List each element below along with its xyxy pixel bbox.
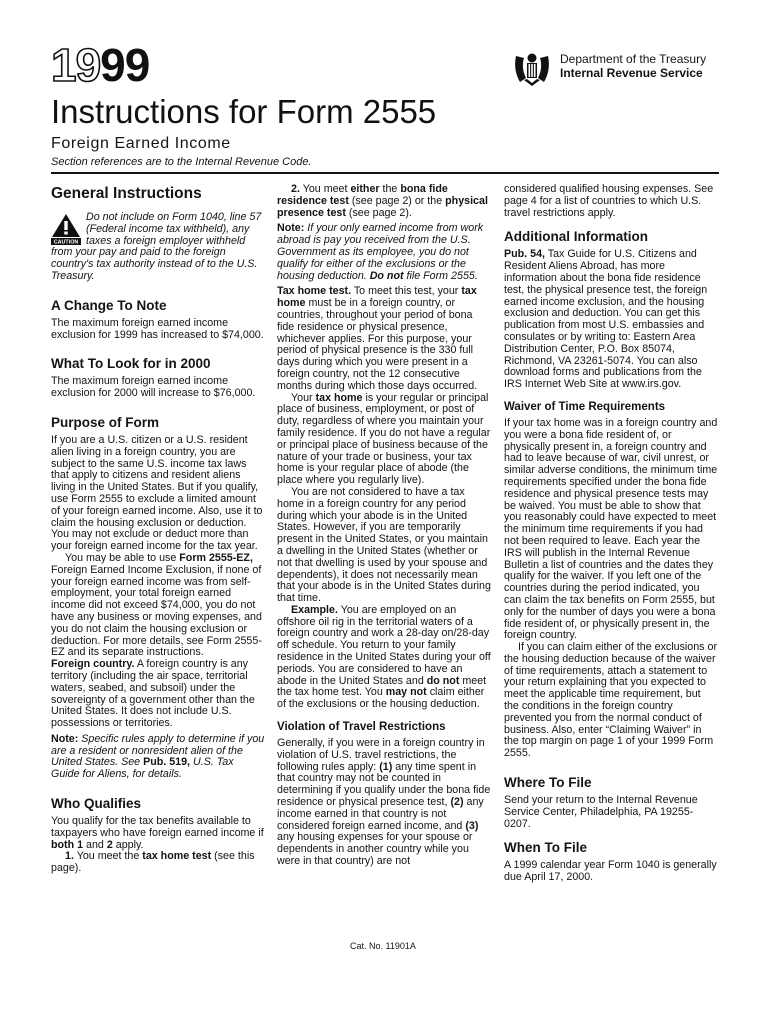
where-to-file-text: Send your return to the Internal Revenue Service Center, Philadelphia, PA 19255-0207. [504, 794, 698, 830]
qualification-item-2: 2. You meet either the bona fide residence test (see page 2) or the physical presence test (see page 2). [277, 183, 488, 219]
form-year [51, 39, 150, 91]
agency-name-line1: Department of the Treasury [560, 52, 707, 66]
column-left [51, 184, 265, 875]
change-to-note-heading: A Change To Note [51, 297, 167, 313]
caution-text: Do not include on Form 1040, line 57 (Federal income tax withheld), any taxes a foreign employer withheld from your pay and paid to the foreign country's tax authority instead of to the U.S. Treasury. [51, 211, 262, 282]
caution-triangle-icon [51, 213, 81, 245]
when-to-file-heading: When To File [504, 840, 587, 856]
waiver-paragraph-2: If you can claim either of the exclusions or the housing deduction because of the waiver of time requirements, attach a statement to your return explaining that you expected to meet the applicable time requirement, but the conditions in the foreign country prevented you from the normal conduct of business. Also, enter “Claiming Waiver” in the top margin on page 1 of your 1999 Form 2555. [504, 641, 718, 760]
look-for-2000-text: The maximum foreign earned income exclusion for 2000 will increase to $76,000. [51, 375, 256, 400]
tax-home-test-paragraph: Tax home test. To meet this test, your tax home must be in a foreign country, or countries, throughout your period of bona fide residence or physical presence, whichever applies. For this purpose, your period of physical presence is the 330 full days during which you were present in a foreign country, not the 12 consecutive months during which those days occurred. [277, 285, 478, 392]
year-outline-digits: 19 [51, 39, 101, 91]
additional-information-heading: Additional Information [504, 229, 648, 245]
oil-rig-example: Example. You are employed on an offshore oil rig in the territorial waters of a foreign country and work a 28-day on/28-day off schedule. You return to your family residence in the United States during your off periods. You are considered to have an abode in the United States and do not meet the tax home test. You may not claim either of the exclusions or the housing deduction. [277, 603, 491, 711]
where-to-file-heading: Where To File [504, 775, 592, 791]
general-instructions-heading: General Instructions [51, 185, 202, 202]
catalog-number: Cat. No. 11901A [350, 941, 416, 951]
note-label: Note: [277, 222, 305, 235]
abode-paragraph: You are not considered to have a tax home in a foreign country for any period during which your abode is in the United States. However, if you are temporarily present in the United States, or you maintain a dwelling in the United States (whether or not that dwelling is used by your spouse and dependents), it does not necessarily mean that your abode is in the United States during that time. [277, 485, 491, 605]
tax-home-test-term: Tax home test. [277, 285, 352, 298]
pub-54-ref: Pub. 54, [504, 248, 545, 261]
alien-note: Note: Specific rules apply to determine if you are a resident or nonresident alien of the United States. See Pub. 519, U.S. Tax Guide for Aliens, for details. [51, 732, 265, 781]
year-solid-digits: 99 [100, 39, 150, 91]
example-term: Example. [291, 603, 338, 616]
column-middle [277, 184, 492, 868]
pub-54-paragraph: Pub. 54, Tax Guide for U.S. Citizens and Resident Aliens Abroad, has more information about the bona fide residence test, the physical presence test, the foreign earned income exclusion, and the housing exclusion and deduction. You can get this publication from most U.S. embassies and consulates or by writing to: Eastern Area Distribution Center, P.O. Box 85074, Richmond, VA 23261-5074. You can also download forms and publications from the IRS Internet Web Site at www.irs.gov. [504, 248, 708, 391]
irs-eagle-logo-icon [510, 50, 554, 88]
page-subtitle: Foreign Earned Income [51, 135, 231, 152]
purpose-paragraph-1: If you are a U.S. citizen or a U.S. resident alien living in a foreign country, you are subject to the same U.S. income tax laws that apply to citizens and resident aliens living in the United States. But if you qualify, use Form 2555 to exclude a limited amount of your foreign earned income. Also, use it to claim the housing exclusion or deduction. You may not exclude or deduct more than your foreign earned income for the tax year. [51, 433, 263, 553]
section-reference-note: Section references are to the Internal Revenue Code. [51, 156, 312, 168]
travel-restrictions-text: Generally, if you were in a foreign country in violation of U.S. travel restrictions, the following rules apply: (1) any time spent in that country may not be counted in determining if you qualify under the bona fide residence or physical presence test, (2) any income earned in that country is not considered foreign earned income, and (3) any housing expenses for your spouse or dependents in another country while you were in that country) are not [277, 737, 491, 868]
who-qualifies-text: You qualify for the tax benefits available to taxpayers who have foreign earned income if both 1 and 2 apply. [51, 815, 264, 851]
waiver-paragraph-1: If your tax home was in a foreign country and you were a bona fide resident of, or physically present in, a foreign country and had to leave because of war, civil unrest, or similar adverse conditions, the minimum time requirements specified under the bona fide residence and physical presence tests may be waived. You must be able to show that you reasonably could have expected to meet the minimum time requirements if you had not been required to leave. Each year the IRS will publish in the Internal Revenue Bulletin a list of countries and the dates they qualify for the waiver. If you left one of the countries during the period indicated, you can claim the tax benefits on Form 2555, but only for the number of days you were a bona fide resident of, or physically present in, the foreign country. [504, 416, 718, 642]
travel-restrictions-continued: considered qualified housing expenses. See page 4 for a list of countries to which U.S. travel restrictions apply. [504, 183, 714, 219]
agency-name-line2: Internal Revenue Service [560, 66, 703, 80]
purpose-paragraph-2: You may be able to use Form 2555-EZ, Foreign Earned Income Exclusion, if none of your foreign earned income was from self-employment, your total foreign earned income did not exceed $74,000, you do not have any business or moving expenses, and you do not claim the housing exclusion or deduction. For more details, see Form 2555-EZ and its separate instructions. [51, 551, 262, 659]
when-to-file-text: A 1999 calendar year Form 1040 is generally due April 17, 2000. [504, 859, 717, 884]
waiver-heading: Waiver of Time Requirements [504, 400, 666, 413]
note-label: Note: [51, 732, 79, 745]
pub-519-ref: Pub. 519, [143, 756, 191, 769]
tax-home-definition: Your tax home is your regular or principal place of business, employment, or post of duty, regardless of where you maintain your family residence. If you do not have a regular or principal place of business because of the nature of your trade or business, your tax home is your regular place of abode (the place where you regularly live). [277, 391, 491, 487]
travel-restrictions-heading: Violation of Travel Restrictions [277, 721, 446, 734]
change-to-note-text: The maximum foreign earned income exclusion for 1999 has increased to $74,000. [51, 316, 264, 341]
who-qualifies-heading: Who Qualifies [51, 796, 142, 812]
page-title: Instructions for Form 2555 [51, 93, 437, 130]
svg-text:CAUTION: CAUTION [53, 239, 79, 245]
foreign-country-term: Foreign country. [51, 658, 135, 671]
qualification-item-1: 1. You meet the tax home test (see this page). [51, 850, 255, 875]
header-divider [51, 172, 719, 174]
caution-box [51, 212, 265, 283]
column-right [504, 184, 718, 884]
form-2555-ez-ref: Form 2555-EZ, [179, 551, 253, 564]
foreign-country-definition: Foreign country. A foreign country is any territory (including the air space, territorial waters, seabed, and subsoil) under the sovereignty of a government other than the United States. It does not include U.S. possessions or territories. [51, 658, 255, 730]
look-for-2000-heading: What To Look for in 2000 [51, 356, 211, 372]
purpose-of-form-heading: Purpose of Form [51, 414, 160, 430]
government-pay-note: Note: If your only earned income from work abroad is pay you received from the U.S. Government as its employee, you do not qualify for either of the exclusions or the housing deduction. Do not file Form 2555. [277, 222, 484, 282]
